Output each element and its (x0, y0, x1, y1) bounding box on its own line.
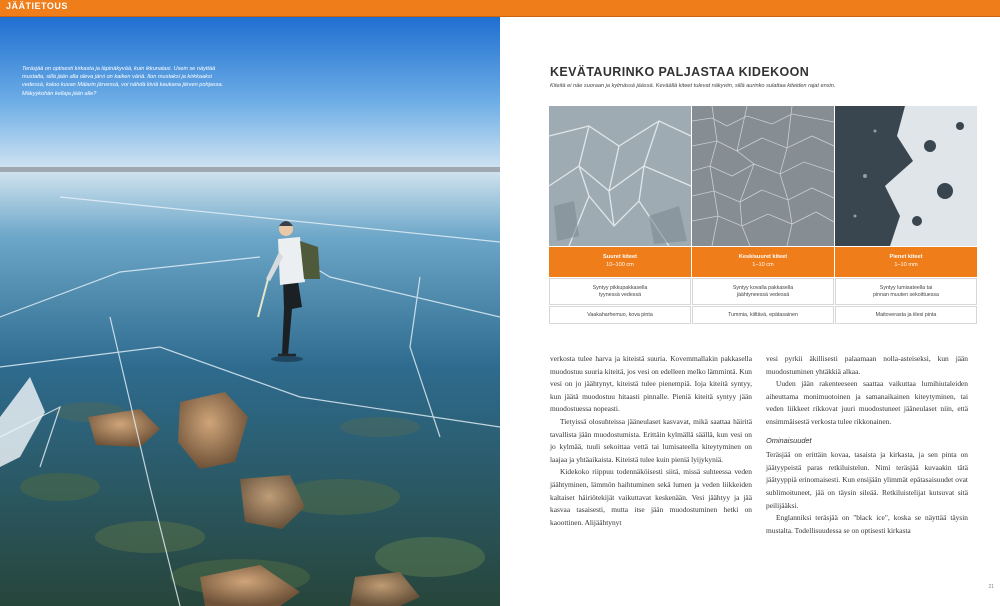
ice-surface-cell: Maitoverasta ja iilesi pinta (835, 306, 977, 324)
paragraph: Uuden jään rakenteeseen saattaa vaikuttaa lumihiutaleiden aiheuttama monimuotoinen ja samanaikainen kiteytyminen, tai veden liikkeet rikkovat juuri muodostuneet jääneulaset niin, että ensimmäisestä verkosta tulee rikkonainen. (766, 379, 968, 426)
skater-photo (0, 17, 500, 606)
paragraph: verkosta tulee harva ja kiteistä suuria. Kovemmallakin pakkasella muodostuu suuria kiteitä, jos vesi on edelleen melko lämmintä. Kun vesi on jo jäähtynyt, kiteistä tulee pienempiä. Ioja kiteitä syntyy, kun jäätä muodostuu hitaasti pinnalle. Pieniä kiteitä syntyy jään muodostuessa nopeasti. (550, 354, 752, 414)
large-crystal-image (549, 106, 691, 246)
small-crystal-image (835, 106, 977, 246)
ice-type-header (692, 247, 834, 277)
ice-type-size: 10–100 cm (606, 262, 634, 268)
top-orange-bar (0, 0, 1000, 17)
ice-type-size: 1–10 cm (752, 262, 774, 268)
chapter-label: JÄÄTIETOUS (6, 1, 68, 11)
ice-surface-cell: Tummia, kiiltävä, epätasainen (692, 306, 834, 324)
ice-crystal-table (549, 106, 977, 336)
ice-origin-line: Syntyy lumisateella tai (879, 285, 933, 291)
right-page (500, 17, 1000, 606)
text-column-left (550, 353, 752, 529)
page-number: 21 (988, 584, 994, 590)
section-subtitle: Kiteitä ei näe suoraan ja kylmässä jäässä. Keväällä kiteet tulevat näkyviin, sillä aurinko sulattaa kiteiden rajat ensin. (550, 83, 836, 89)
ice-type-name: Suuret kiteet (603, 254, 637, 260)
ice-origin-line: Syntyy kovalla pakkasella (732, 285, 794, 291)
ice-type-header (549, 247, 691, 277)
medium-crystal-image (692, 106, 834, 246)
section-title: KEVÄTAURINKO PALJASTAA KIDEKOON (550, 65, 810, 79)
text-column-right (766, 353, 968, 537)
ice-surface-cell: Vaakaharhemuo, kova pinta (549, 306, 691, 324)
paragraph: vesi pyrkii äkillisesti palaamaan nolla-asteiseksi, kun jään muodostuminen yhtäkkiä alkaa. (766, 354, 968, 376)
paragraph: Tietyissä olosuhteissa jääneulaset kasvavat, mikä saattaa häiritä tavallista jään muodostumista. Erittäin kylmällä säällä, kun vesi on jo kylmää, tuuli sekoittaa vettä tai lumisateella kiteytyminen on laajaa ja yhtäaikaista. Kiteistä tulee kuin pieniä lyijykyniä. (550, 416, 752, 464)
paragraph: Kidekoko riippuu todennäköisesti siitä, missä suhteessa veden jäähtyminen, lämmön haihtuminen sekä lumen ja veden liikkeiden kaltaiset häiriötekijät vaikuttavat keskenään. Vesi jäähtyy ja jää kasvaa tasaisesti, mutta itse jään muodostuminen hetki on kaoottinen. Alijäähtynyt (550, 467, 752, 527)
ice-type-name: Pienet kiteet (889, 254, 923, 260)
photo-caption: Teräsjää on optisesti kirkasta ja läpinäkyvää, kuin ikkunalasi. Usein se näyttää mustalta, sillä jään alla oleva järvi on kaiken väriä. Ilon mustaksi ja kirkkaaksi vedessä, kaloo kuvan Mälarin järvessä, voi nähdä kiviä kaukana järven pohjassa. Mäkyykohän kellaja jään alle? (22, 66, 224, 97)
paragraph: Teräsjää on erittäin kovaa, tasaista ja kirkasta, ja sen pinta on jäätyypeistä paras retkiluistelun. Nimi teräsjää kuvaakin tätä jäätyyppiä erinomaisesti. Kun ensijään ylimmät epätasaisuudet ovat sublimoituneet, jää on täysin sileää. Retkiluistelijat kutsuvat sitä peilijääksi. (766, 450, 968, 510)
ice-origin-line: pinnan muuten sekoittuessa (873, 292, 939, 298)
ice-origin-cell (549, 278, 691, 305)
subheading: Ominaisuudet (766, 435, 812, 445)
paragraph: Englanniksi teräsjää on "black ice", koska se näyttää täysin mustalta. Todellisuudessa se on optisesti kirkasta (766, 513, 968, 535)
ice-origin-line: Syntyy pikkupakkasella (592, 285, 648, 291)
ice-origin-line: jäähtyneessä vedessä (736, 292, 790, 298)
ice-type-size: 1–10 mm (894, 262, 918, 268)
ice-type-name: Keskisuuret kiteet (738, 254, 788, 260)
ice-origin-cell (692, 278, 834, 305)
ice-origin-line: tyynessä vedessä (598, 292, 642, 298)
ice-type-header (835, 247, 977, 277)
ice-origin-cell (835, 278, 977, 305)
